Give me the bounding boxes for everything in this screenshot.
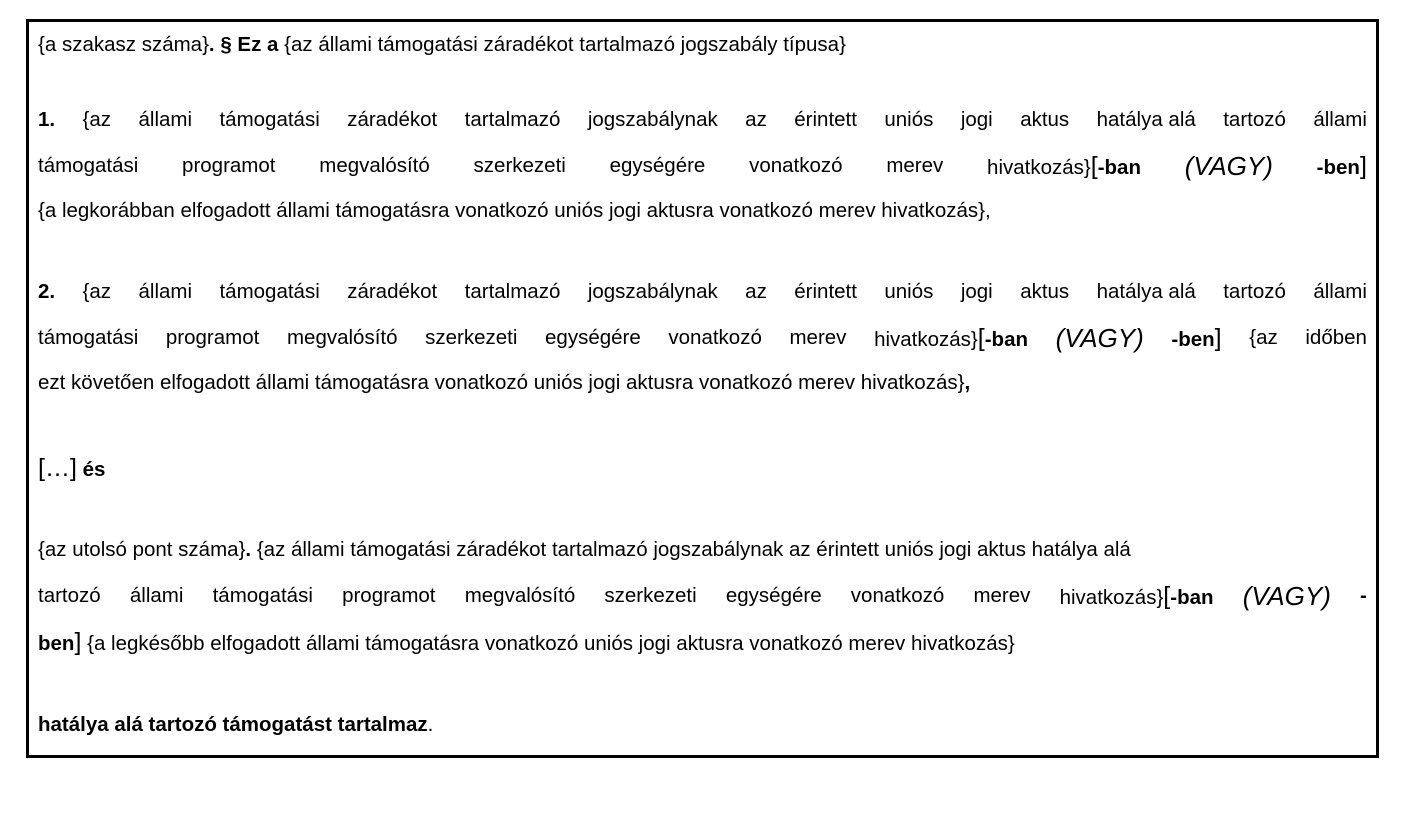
bracket-close: ] [1359,152,1367,180]
item1-word: tartalmazó [464,108,561,131]
item1-word: {az [82,108,112,131]
bracket-open: [ [977,324,985,352]
item1-word: programot [182,154,276,177]
bracket-open: [ [1163,582,1171,610]
item1-word: érintett [794,108,857,131]
item2-word: merev [789,326,847,349]
item1-word: uniós [884,108,934,131]
vagy-marker: (VAGY) [1242,581,1331,611]
item2-word: programot [165,326,260,349]
last-item-line2 [38,583,1367,611]
last-item-word: szerkezeti [604,584,697,607]
bracket-open: [ [1090,152,1098,180]
item1-line1 [38,107,1367,133]
suffix-ben: -ben [1316,156,1360,179]
item1-word: aktus [1020,108,1070,131]
item2-word: támogatási [38,326,139,349]
last-item-word: egységére [725,584,822,607]
item1-word: támogatási [219,108,320,131]
last-item-word: vonatkozó [850,584,945,607]
last-item-dot: . [245,538,252,561]
item1-word: záradékot [347,108,438,131]
item2-comma: , [964,371,971,394]
item1-word: állami [138,108,193,131]
item2-word: hivatkozás} [874,328,978,351]
item2-number: 2. [38,280,56,303]
item1-word: állami [1313,108,1367,131]
suffix-ben: -ben [1171,328,1215,351]
item2-word: jogszabálynak [587,280,718,303]
closing-text: hatálya alá tartozó támogatást tartalmaz [38,713,428,736]
item1-word: az [745,108,767,131]
item1-line3: {a legkorábban elfogadott állami támogatásra vonatkozó uniós jogi aktusra vonatkozó merev hivatkozás}, [38,199,991,222]
item1-word: támogatási [38,154,139,177]
item2-word: támogatási [219,280,320,303]
last-item-word: tartozó [38,584,101,607]
legislation-type-placeholder: {az állami támogatási záradékot tartalmazó jogszabály típusa} [284,33,846,56]
item2-word: tartalmazó [464,280,561,303]
vagy-marker: (VAGY) [1055,323,1144,353]
heading-dot: . [208,33,215,56]
item2-word: egységére [545,326,641,349]
last-item-line1-text: {az állami támogatási záradékot tartalmazó jogszabálynak az érintett uniós jogi aktus hatálya alá [251,538,1131,561]
last-item-line1 [38,537,1367,563]
item2-word: vonatkozó [668,326,762,349]
closing-period: . [427,713,434,736]
suffix-ban: -ban [1170,586,1214,609]
item1-word: megvalósító [319,154,430,177]
item1-word: vonatkozó [749,154,843,177]
item2-word: érintett [794,280,857,303]
section-number-placeholder: {a szakasz száma} [38,33,209,56]
last-item-word: állami [129,584,184,607]
item2-word: aktus [1020,280,1070,303]
item2-word: jogi [960,280,993,303]
item2-word: tartozó [1223,280,1286,303]
item2-word: {az [82,280,112,303]
last-item-word: hivatkozás} [1059,586,1164,609]
heading-line [38,32,1367,58]
item2-word: állami [138,280,193,303]
suffix-ban: -ban [984,328,1028,351]
item1-word: hatálya alá [1096,108,1196,131]
ellipsis-line [38,455,1367,483]
suffix-dash: - [1360,584,1367,607]
item2-line3-text: ezt követően elfogadott állami támogatásra vonatkozó uniós jogi aktusra vonatkozó merev hivatkozás} [38,371,965,394]
suffix-ban: -ban [1097,156,1141,179]
item1-word: jogszabálynak [587,108,718,131]
item2-word: állami [1313,280,1367,303]
item2-word: megvalósító [286,326,398,349]
closing-line [38,712,1367,738]
vagy-marker: (VAGY) [1184,151,1273,181]
last-item-word: merev [973,584,1031,607]
item1-number: 1. [38,108,56,131]
item2-word: az [745,280,767,303]
last-item-line3 [38,629,1367,657]
item1-word: tartozó [1223,108,1286,131]
last-item-word: programot [342,584,436,607]
bracket-close: ] [74,628,82,656]
suffix-ben: ben [38,632,75,655]
item2-word: hatálya alá [1096,280,1196,303]
item2-line1 [38,279,1367,305]
item2-word: szerkezeti [425,326,518,349]
item1-word: jogi [960,108,993,131]
item2-word: uniós [884,280,934,303]
document-frame [26,19,1379,758]
item1-word: szerkezeti [473,154,566,177]
item2-word: {az [1249,326,1278,349]
bracket-close: ] [1214,324,1222,352]
item1-word: egységére [609,154,706,177]
conjunction-es: és [76,458,106,481]
item1-line2 [38,153,1367,181]
item2-line2 [38,325,1367,353]
item1-word: merev [886,154,944,177]
last-item-word: támogatási [212,584,313,607]
item1-word: hivatkozás} [987,156,1091,179]
item2-line3 [38,370,1367,396]
last-item-number-placeholder: {az utolsó pont száma} [38,538,246,561]
last-item-line3-text: {a legkésőbb elfogadott állami támogatásra vonatkozó uniós jogi aktusra vonatkozó merev hivatkozás} [81,632,1015,655]
ellipsis-marker: […] [38,454,77,482]
last-item-word: megvalósító [464,584,576,607]
section-sign-text: § Ez a [214,33,285,56]
item2-word: záradékot [347,280,438,303]
item2-word: időben [1305,326,1367,349]
